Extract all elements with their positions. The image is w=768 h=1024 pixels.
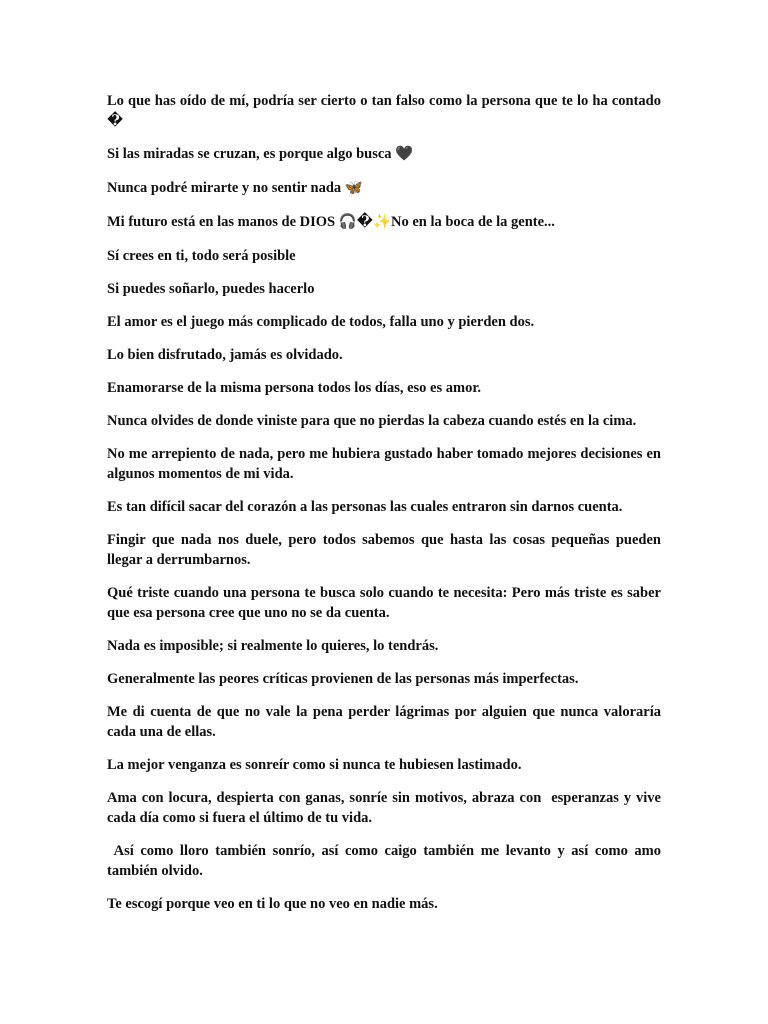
- quote-line: Ama con locura, despierta con ganas, sonríe sin motivos, abraza con esperanzas y vive cada día como si fuera el último de tu vida.: [107, 790, 665, 826]
- quote-line: Así como lloro también sonrío, así como caigo también me levanto y así como amo también olvido.: [107, 843, 665, 879]
- quotes-list: [107, 91, 665, 927]
- quote-line: No me arrepiento de nada, pero me hubiera gustado haber tomado mejores decisiones en algunos momentos de mi vida.: [107, 446, 665, 482]
- quote-line: Me di cuenta de que no vale la pena perder lágrimas por alguien que nunca valoraría cada una de ellas.: [107, 704, 665, 740]
- quote-line: Fingir que nada nos duele, pero todos sabemos que hasta las cosas pequeñas pueden llegar a derrumbarnos.: [107, 532, 665, 568]
- quote-line: Sí crees en ti, todo será posible: [107, 248, 296, 264]
- quote-line: Generalmente las peores críticas provienen de las personas más imperfectas.: [107, 671, 579, 687]
- quote-line: Es tan difícil sacar del corazón a las personas las cuales entraron sin darnos cuenta.: [107, 499, 623, 515]
- quote-line: Si puedes soñarlo, puedes hacerlo: [107, 281, 315, 297]
- quote-line: Lo que has oído de mí, podría ser cierto o tan falso como la persona que te lo ha contado �: [107, 93, 665, 129]
- quote-line: Mi futuro está en las manos de DIOS 🎧�✨No en la boca de la gente...: [107, 214, 555, 230]
- quote-line: La mejor venganza es sonreír como si nunca te hubiesen lastimado.: [107, 757, 522, 773]
- quote-line: Nunca podré mirarte y no sentir nada 🦋: [107, 180, 363, 196]
- quote-line: Te escogí porque veo en ti lo que no veo en nadie más.: [107, 896, 438, 912]
- quote-line: Nunca olvides de donde viniste para que no pierdas la cabeza cuando estés en la cima.: [107, 413, 637, 429]
- quote-line: Qué triste cuando una persona te busca solo cuando te necesita: Pero más triste es saber que esa persona cree que uno no se da cuenta.: [107, 585, 665, 621]
- quote-line: Nada es imposible; si realmente lo quieres, lo tendrás.: [107, 638, 439, 654]
- quote-line: Enamorarse de la misma persona todos los días, eso es amor.: [107, 380, 482, 396]
- quote-line: Lo bien disfrutado, jamás es olvidado.: [107, 347, 343, 363]
- quote-line: Si las miradas se cruzan, es porque algo busca 🖤: [107, 146, 414, 162]
- quote-line: El amor es el juego más complicado de todos, falla uno y pierden dos.: [107, 314, 535, 330]
